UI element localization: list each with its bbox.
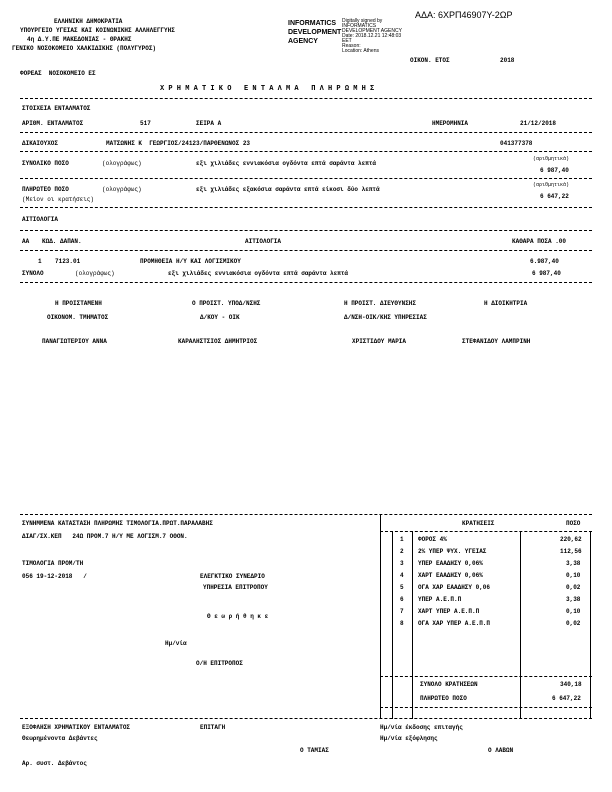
ida-sig-4: Date: 2018.12.21 12:48:03 (342, 33, 402, 39)
vertical-divider-main (380, 514, 381, 719)
reason-section-title: ΑΙΤΙΟΛΟΓΙΑ (22, 216, 59, 223)
reason-col-aa: ΑΑ (22, 238, 30, 245)
ida-line-2: DEVELOPMENT (288, 29, 342, 36)
commissioner-label: Ο/Η ΕΠΙΤΡΟΠΟΣ (196, 660, 243, 667)
reason-total-label: ΣΥΝΟΛΟ (22, 270, 44, 277)
footer-right-2: Ημ/νία εξόφλησης (380, 735, 438, 742)
vertical-divider-ded-left (392, 531, 393, 719)
signature-name: ΣΤΕΦΑΝΙΔΟΥ ΛΑΜΠΡΙΝΗ (462, 338, 531, 345)
ida-sig-7: Location: Athens (342, 48, 379, 54)
footer-cashier: Ο ΤΑΜΙΑΣ (300, 747, 329, 754)
deduction-label: ΟΓΑ ΧΑΡ ΕΑΑΔΗΣΥ 0,06 (418, 584, 491, 591)
invoice-value: 056 19-12-2018 / (22, 573, 87, 580)
signature-role: Ο ΠΡΟΙΣΤ. ΥΠΟΔ/ΝΣΗΣ (192, 300, 261, 307)
audit-line-2: ΥΠΗΡΕΣΙΑ ΕΠΙΤΡΟΠΟΥ (203, 584, 268, 591)
ida-sig-5: EET (342, 38, 352, 44)
ida-sig-2: INFORMATICS (342, 23, 377, 29)
ida-signature-block (288, 18, 408, 54)
footer-left-3: Θεωρημένοντα Δεβάντες (22, 735, 98, 742)
deduction-num: 3 (400, 560, 404, 567)
reason-total-sub: (ολογράφως) (75, 270, 115, 277)
deductions-sum-label: ΣΥΝΟΛΟ ΚΡΑΤΗΣΕΩΝ (420, 681, 478, 688)
deduction-label: ΥΠΕΡ Α.Ε.Π.Π (418, 596, 462, 603)
deduction-label: ΧΑΡΤ ΥΠΕΡ Α.Ε.Π.Π (418, 608, 480, 615)
deduction-label: ΧΑΡΤ ΕΑΑΔΗΣΥ 0,06% (418, 572, 483, 579)
signature-dept: Δ/ΝΣΗ-ΟΙΚ/ΚΗΣ ΥΠΗΡΕΣΙΑΣ (344, 314, 427, 321)
signature-dept: Δ/ΚΟΥ - ΟΙΚ (200, 314, 240, 321)
reason-total-words: εξι χιλιάδες εννιακόσια ογδόντα επτά σαράντα λεπτά (168, 270, 349, 277)
deductions-sum-value: 340,18 (560, 681, 582, 688)
warrant-number-value: 517 (140, 120, 151, 127)
deduction-num: 2 (400, 548, 404, 555)
deduction-amount: 0,02 (566, 620, 581, 627)
divider-1 (20, 98, 592, 99)
ida-line-1: INFORMATICS (288, 20, 337, 27)
signature-role: Η ΠΡΟΙΣΤΑΜΕΝΗ (55, 300, 102, 307)
row-reason: ΠΡΟΜΗΘΕΙΑ Η/Υ ΚΑΙ ΛΟΓΙΣΜΙΚΟΥ (140, 258, 241, 265)
payable-amount-note: (Μείον οι κρατήσεις) (22, 196, 95, 203)
deductions-payable-value: 6 647,22 (552, 695, 581, 702)
total-amount-value: 6 987,40 (540, 167, 569, 174)
deduction-label: 2% ΥΠΕΡ ΨΥΧ. ΥΓΕΙΑΣ (418, 548, 487, 555)
total-amount-unit: (αριθμητικά) (533, 156, 570, 162)
deduction-amount: 0,10 (566, 572, 581, 579)
payable-amount-sub: (ολογράφως) (102, 186, 142, 193)
attachments-title: ΣΥΝΗΜΜΕΝΑ ΚΑΤΑΣΤΑΣΗ ΠΛΗΡΩΜΗΣ ΤΙΜΟΛΟΓΙΑ.ΠΡΩΤ.ΠΑΡΑΛΑΒΗΣ (22, 520, 213, 527)
ida-sig-6: Reason: (342, 43, 361, 49)
date-field-label: Ημ/νία (165, 640, 187, 647)
divider-13 (20, 718, 592, 719)
warrant-date-label: ΗΜΕΡΟΜΗΝΙΑ (432, 120, 469, 127)
divider-5 (20, 207, 592, 208)
divider-12 (380, 707, 592, 708)
footer-left-2: ΕΠΙΤΑΓΗ (200, 724, 226, 731)
fiscal-year-label: ΟΙΚΟΝ. ΕΤΟΣ (410, 57, 450, 64)
theorithike-label: Θ ε ω ρ ή θ η κ ε (207, 613, 269, 620)
signature-name: ΚΑΡΑΛΗΣΤΣΙΟΣ ΔΗΜΗΤΡΙΟΣ (178, 338, 258, 345)
deduction-amount: 112,56 (560, 548, 582, 555)
deduction-num: 4 (400, 572, 404, 579)
ida-sig-3: DEVELOPMENT AGENCY (342, 28, 402, 34)
deductions-payable-label: ΠΛΗΡΩΤΕΟ ΠΟΣΟ (420, 695, 467, 702)
row-kad: 7123.01 (55, 258, 81, 265)
deductions-col-amount: ΠΟΣΟ (566, 520, 581, 527)
deduction-num: 8 (400, 620, 404, 627)
reason-total-value: 6 987,40 (532, 270, 561, 277)
deduction-num: 6 (400, 596, 404, 603)
fiscal-year-value: 2018 (500, 57, 515, 64)
reason-col-kad: ΚΩΔ. ΔΑΠΑΝ. (42, 238, 82, 245)
ada-stamp: ΑΔΑ: 6ΧΡΠ46907Υ-2ΩΡ (415, 10, 513, 20)
deduction-label: ΦΟΡΟΣ 4% (418, 536, 447, 543)
vertical-divider-ded-right (590, 531, 591, 719)
warrant-date-value: 21/12/2018 (520, 120, 557, 127)
entity-label: ΦΟΡΕΑΣ ΝΟΣΟΚΟΜΕΙΟ ΕΣ (20, 70, 96, 77)
deduction-amount: 0,10 (566, 608, 581, 615)
header-line-1: ΕΛΛΗΝΙΚΗ ΔΗΜΟΚΡΑΤΙΑ (54, 18, 123, 25)
deduction-amount: 0,02 (566, 584, 581, 591)
deduction-num: 1 (400, 536, 404, 543)
reason-col-reason: ΑΙΤΙΟΛΟΓΙΑ (245, 238, 282, 245)
signature-role: Η ΔΙΟΙΚΗΤΡΙΑ (484, 300, 528, 307)
deduction-num: 7 (400, 608, 404, 615)
divider-8 (20, 282, 592, 283)
warrant-series: ΣΕΙΡΑ Α (196, 120, 222, 127)
vertical-divider-ded-num (412, 531, 413, 719)
divider-11 (380, 676, 592, 677)
divider-7 (20, 250, 592, 251)
signature-role: Η ΠΡΟΙΣΤ. ΔΙΕΥΘΥΝΣΗΣ (344, 300, 417, 307)
deductions-col-title: ΚΡΑΤΗΣΕΙΣ (462, 520, 495, 527)
ida-line-3: AGENCY (288, 38, 318, 45)
beneficiary-name: ΜΑΤΣΩΝΗΣ Κ ΓΕΩΡΓΙΟΣ/24123/ΠΑΡΘΕΝΩΝΟΣ 23 (106, 140, 251, 147)
header-line-4: ΓΕΝΙΚΟ ΝΟΣΟΚΟΜΕΙΟ ΧΑΛΚΙΔΙΚΗΣ (ΠΟΛΥΓΥΡΟΣ) (12, 45, 157, 52)
deduction-amount: 220,62 (560, 536, 582, 543)
payable-amount-label: ΠΛΗΡΩΤΕΟ ΠΟΣΟ (22, 186, 69, 193)
signature-name: ΧΡΙΣΤΙΔΟΥ ΜΑΡΙΑ (352, 338, 407, 345)
deduction-label: ΟΓΑ ΧΑΡ ΥΠΕΡ Α.Ε.Π.Π (418, 620, 491, 627)
document-title: Χ Ρ Η Μ Α Τ Ι Κ Ο Ε Ν Τ Α Λ Μ Α Π Λ Η Ρ Ω Μ Η Σ (160, 85, 375, 93)
deduction-amount: 3,38 (566, 596, 581, 603)
warrant-section-title: ΣΤΟΙΧΕΙΑ ΕΝΤΑΛΜΑΤΟΣ (22, 105, 91, 112)
footer-receiver: Ο ΛΑΒΩΝ (488, 747, 514, 754)
footer-right-1: Ημ/νία έκδοσης επιταγής (380, 724, 463, 731)
divider-2 (20, 132, 592, 133)
signature-dept: ΟΙΚΟΝΟΜ. ΤΜΗΜΑΤΟΣ (47, 314, 109, 321)
footer-left-1: ΕΞΟΦΛΗΣΗ ΧΡΗΜΑΤΙΚΟΥ ΕΝΤΑΛΜΑΤΟΣ (22, 724, 131, 731)
warrant-number-label: ΑΡΙΘΜ. ΕΝΤΑΛΜΑΤΟΣ (22, 120, 84, 127)
payable-amount-unit: (αριθμητικά) (533, 182, 570, 188)
row-amount: 6.987,40 (530, 258, 559, 265)
deduction-num: 5 (400, 584, 404, 591)
header-line-2: ΥΠΟΥΡΓΕΙΟ ΥΓΕΙΑΣ ΚΑΙ ΚΟΙΝΩΝΙΚΗΣ ΑΛΛΗΛΕΓΓΥΗΣ (20, 27, 175, 34)
ida-sig-1: Digitally signed by (342, 18, 383, 24)
divider-4 (20, 178, 592, 179)
total-amount-words: εξι χιλιάδες εννιακόσια ογδόντα επτά σαράντα λεπτά (196, 160, 377, 167)
divider-6 (20, 230, 592, 231)
divider-9 (20, 514, 592, 515)
payable-amount-value: 6 647,22 (540, 193, 569, 200)
deduction-label: ΥΠΕΡ ΕΑΑΔΗΣΥ 0,06% (418, 560, 483, 567)
reason-col-amount: ΚΑΘΑΡΑ ΠΟΣΑ .00 (512, 238, 567, 245)
beneficiary-label: ΔΙΚΑΙΟΥΧΟΣ (22, 140, 59, 147)
invoice-label: ΤΙΜΟΛΟΓΙΑ ΠΡΟΜ/ΤΗ (22, 560, 84, 567)
vertical-divider-ded-amt (520, 531, 521, 719)
attachments-line-2: ΔΙΑΓ/ΣΧ.ΚΕΠ 24Ω ΠΡΟΜ.7 Η/Υ ΜΕ ΛΟΓΙΣΜ.7 ΟΘΟΝ. (22, 533, 188, 540)
signature-name: ΠΑΝΑΓΙΩΤΕΡΙΟΥ ΑΝΝΑ (42, 338, 107, 345)
divider-3 (20, 151, 592, 152)
footer-left-4: Αρ. συστ. Δεβάντος (22, 760, 87, 767)
deduction-amount: 3,38 (566, 560, 581, 567)
payable-amount-words: εξι χιλιάδες εξακόσια σαράντα επτά είκοσι δύο λεπτά (196, 186, 380, 193)
total-amount-label: ΣΥΝΟΛΙΚΟ ΠΟΣΟ (22, 160, 69, 167)
beneficiary-afm: 041377378 (500, 140, 533, 147)
audit-line-1: ΕΛΕΓΚΤΙΚΟ ΣΥΝΕΔΡΙΟ (200, 573, 265, 580)
row-aa: 1 (38, 258, 42, 265)
total-amount-sub: (ολογράφως) (102, 160, 142, 167)
header-line-3: 4η Δ.Υ.ΠΕ ΜΑΚΕΔΟΝΙΑΣ - ΘΡΑΚΗΣ (27, 36, 132, 43)
